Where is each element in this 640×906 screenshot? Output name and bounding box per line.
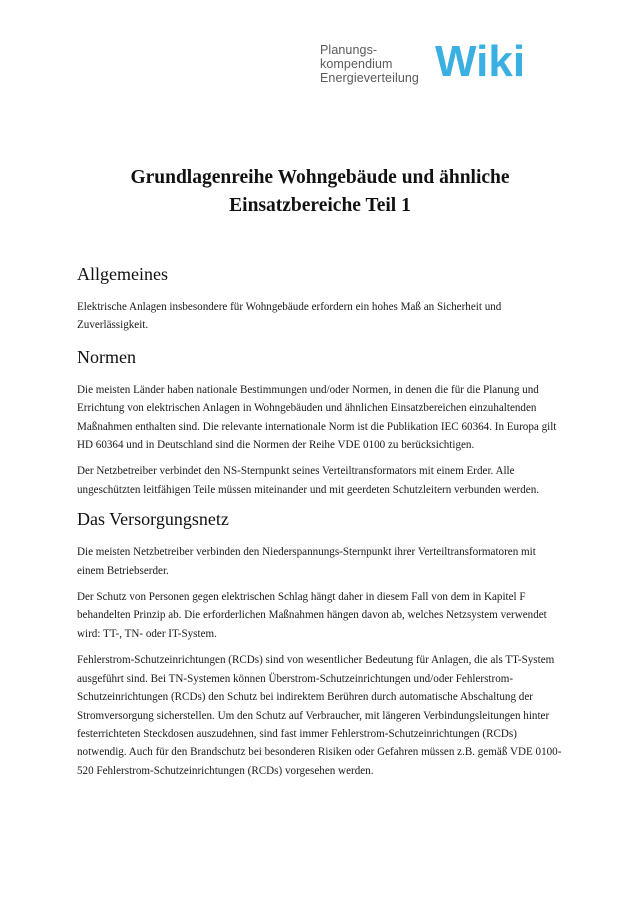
wiki-logo[interactable] <box>320 37 526 86</box>
logo-wiki-wordmark: Wiki <box>434 37 526 86</box>
logo-text <box>320 43 419 85</box>
section-allgemeines <box>77 262 563 335</box>
document-title <box>60 164 580 220</box>
paragraph: Elektrische Anlagen insbesondere für Wohngebäude erfordern ein hohes Maß an Sicherheit und Zuverlässigkeit. <box>77 301 502 332</box>
section-versorgungsnetz <box>77 507 563 780</box>
section-heading: Normen <box>77 346 136 367</box>
paragraph: Fehlerstrom-Schutzeinrichtungen (RCDs) sind von wesentlicher Bedeutung für Anlagen, die als TT-System ausgeführt sind. Bei TN-Systemen können Überstrom-Schutzeinrichtungen und/oder Fehlerstrom-Schutzeinrichtungen (RCDs) den Schutz bei indirektem Berühren durch automatische Abschaltung der Stromversorgung sicherstellen. Um den Schutz auf Verbraucher, mit längeren Verbindungsleitungen hinter festerrichteten Steckdosen auszudehnen, sind fast immer Fehlerstrom-Schutzeinrichtungen (RCDs) notwendig. Auch für den Brandschutz bei besonderen Risiken oder Gefahren müssen z.B. gemäß VDE 0100-520 Fehlerstrom-Schutzeinrichtungen (RCDs) vorgesehen werden. <box>77 654 562 777</box>
document-body <box>77 262 563 788</box>
section-heading: Das Versorgungsnetz <box>77 509 229 530</box>
paragraph: Die meisten Netzbetreiber verbinden den Niederspannungs-Sternpunkt ihrer Verteiltransformatoren mit einem Betriebserder. <box>77 546 536 577</box>
title-line-2: Einsatzbereiche Teil 1 <box>229 195 411 216</box>
paragraph: Der Netzbetreiber verbindet den NS-Sternpunkt seines Verteiltransformators mit einem Erder. Alle ungeschützten leitfähigen Teile müssen miteinander und mit geerdeten Schutzleitern verbunden werden. <box>77 465 540 496</box>
title-line-1: Grundlagenreihe Wohngebäude und ähnliche <box>130 167 510 188</box>
logo-line-1: Planungs- <box>320 43 378 57</box>
paragraph: Der Schutz von Personen gegen elektrischen Schlag hängt daher in diesem Fall von dem in Kapitel F behandelten Prinzip ab. Die erforderlichen Maßnahmen hängen davon ab, welches Netzsystem verwendet wird: TT-, TN- oder IT-System. <box>77 591 547 640</box>
section-heading: Allgemeines <box>77 264 168 284</box>
logo-line-3: Energieverteilung <box>320 71 419 85</box>
section-normen <box>77 345 563 499</box>
logo-line-2: kompendium <box>320 57 393 71</box>
paragraph: Die meisten Länder haben nationale Bestimmungen und/oder Normen, in denen die für die Planung und Errichtung von elektrischen Anlagen in Wohngebäuden und ähnlichen Einsatzbereichen einzuhaltenden Maßnahmen enthalten sind. Die relevante internationale Norm ist die Publikation IEC 60364. In Europa gilt HD 60364 und in Deutschland sind die Normen der Reihe VDE 0100 zu berücksichtigen. <box>77 383 557 452</box>
